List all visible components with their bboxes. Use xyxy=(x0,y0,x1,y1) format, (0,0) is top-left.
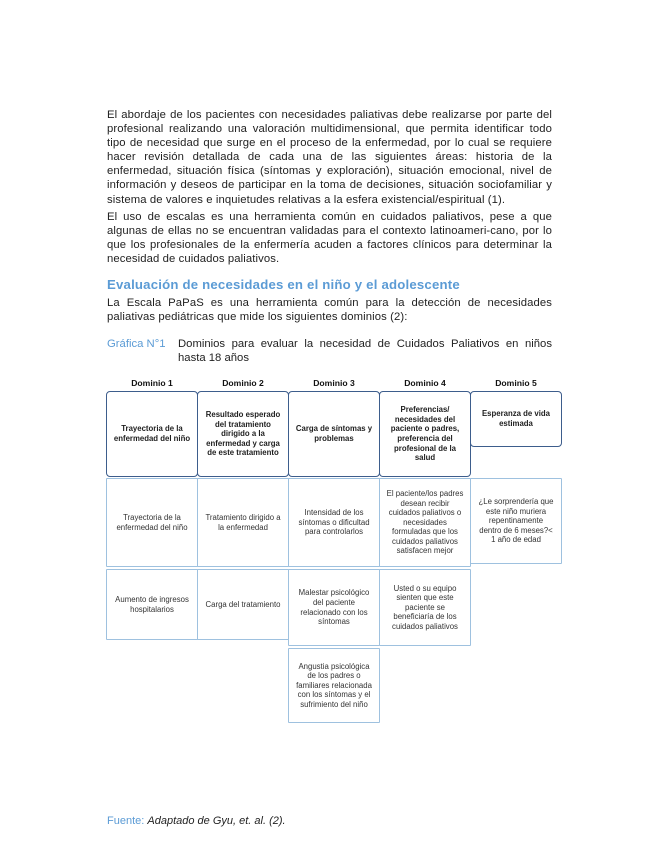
domain-1-item-2 xyxy=(106,569,198,640)
domain-2-item-1-text: Tratamiento dirigido a la enfermedad xyxy=(205,512,281,532)
domain-1-header: Dominio 1 xyxy=(131,378,173,388)
domain-2-item-1 xyxy=(197,478,289,567)
domain-1-item-1 xyxy=(106,478,198,567)
source-label: Fuente: xyxy=(107,815,145,827)
body-paragraph-2: El uso de escalas es una herramienta común en cuidados paliativos, pese a que algunas de ellas no se encuentran validadas para el contexto latinoameri-cano, por lo que los profesionales de la enfermería acuden a factores clínicos para determinar la necesidad de cuidados paliativos. xyxy=(107,211,552,266)
domain-5-item-1 xyxy=(470,478,562,564)
domain-3-item-2 xyxy=(288,569,380,646)
domain-5-main-text: Esperanza de vida estimada xyxy=(481,409,551,428)
domain-2-item-2 xyxy=(197,569,289,640)
domain-2-main-box xyxy=(197,391,289,477)
domain-1-item-1-text: Trayectoria de la enfermedad del niño xyxy=(116,512,188,532)
domain-5-main-box xyxy=(470,391,562,447)
intro-paragraph: La Escala PaPaS es una herramienta común para la detección de necesidades paliativas pediátricas que mide los siguientes dominios (2): xyxy=(107,297,552,324)
domain-2-main-text: Resultado esperado del tratamiento dirigido a la enfermedad y carga de este tratamiento xyxy=(205,410,281,458)
figure-title: Dominios para evaluar la necesidad de Cuidados Paliativos en niños hasta 18 años xyxy=(178,338,552,364)
domain-4-item-1 xyxy=(379,478,471,567)
domain-5-header: Dominio 5 xyxy=(495,378,537,388)
domain-3-main-text: Carga de síntomas y problemas xyxy=(295,424,373,443)
domain-1-main-box xyxy=(106,391,198,477)
domain-1-item-2-text: Aumento de ingresos hospitalarios xyxy=(115,594,189,614)
domain-3-header: Dominio 3 xyxy=(313,378,355,388)
domain-4-header: Dominio 4 xyxy=(404,378,446,388)
domain-4-item-1-text: El paciente/los padres desean recibir cuidados paliativos o necesidades formuladas que los cuidados paliativos satisfacen mejor xyxy=(386,488,464,556)
domain-3-item-2-text: Malestar psicológico del paciente relacionado con los síntomas xyxy=(298,588,370,627)
domain-1-main-text: Trayectoria de la enfermedad del niño xyxy=(113,424,191,443)
domain-3-item-3 xyxy=(288,648,380,723)
source-text: Adaptado de Gyu, et. al. (2). xyxy=(147,815,286,827)
domain-4-item-2 xyxy=(379,569,471,646)
body-paragraph-1: El abordaje de los pacientes con necesidades paliativas debe realizarse por parte del profesional realizando una valoración multidimensional, que permita identificar todo tipo de necesidad que surge en el proceso de la enfermedad, por lo cual se requiere hacer revisión detallada de cada una de las siguientes áreas: historia de la enfermedad, situación física (síntomas y exploración), situación emocional, nivel de información y deseos de participar en la toma de decisiones, situación sociofamiliar y sistema de valores e inquietudes relativas a la esfera existencial/espiritual (1). xyxy=(107,109,552,206)
section-heading: Evaluación de necesidades en el niño y el adolescente xyxy=(107,277,460,292)
domain-2-item-2-text: Carga del tratamiento xyxy=(205,599,281,609)
domain-3-item-3-text: Angustia psicológica de los padres o familiares relacionada con los síntomas y el sufrimiento del niño xyxy=(296,661,372,709)
figure-label: Gráfica N°1 xyxy=(107,338,166,350)
figure-source xyxy=(107,815,286,827)
domain-4-main-text: Preferencias/ necesidades del paciente o padres, preferencia del profesional de la salud xyxy=(390,405,460,463)
domain-2-header: Dominio 2 xyxy=(222,378,264,388)
domain-3-item-1-text: Intensidad de los síntomas o dificultad para controlarlos xyxy=(298,508,370,537)
domain-5-item-1-text: ¿Le sorprendería que este niño muriera repentinamente dentro de 6 meses?< 1 año de edad xyxy=(478,497,554,545)
domain-4-main-box xyxy=(379,391,471,477)
domain-3-item-1 xyxy=(288,478,380,567)
domain-4-item-2-text: Usted o su equipo sienten que este paciente se beneficiaría de los cuidados paliativos xyxy=(392,583,458,631)
domain-3-main-box xyxy=(288,391,380,477)
